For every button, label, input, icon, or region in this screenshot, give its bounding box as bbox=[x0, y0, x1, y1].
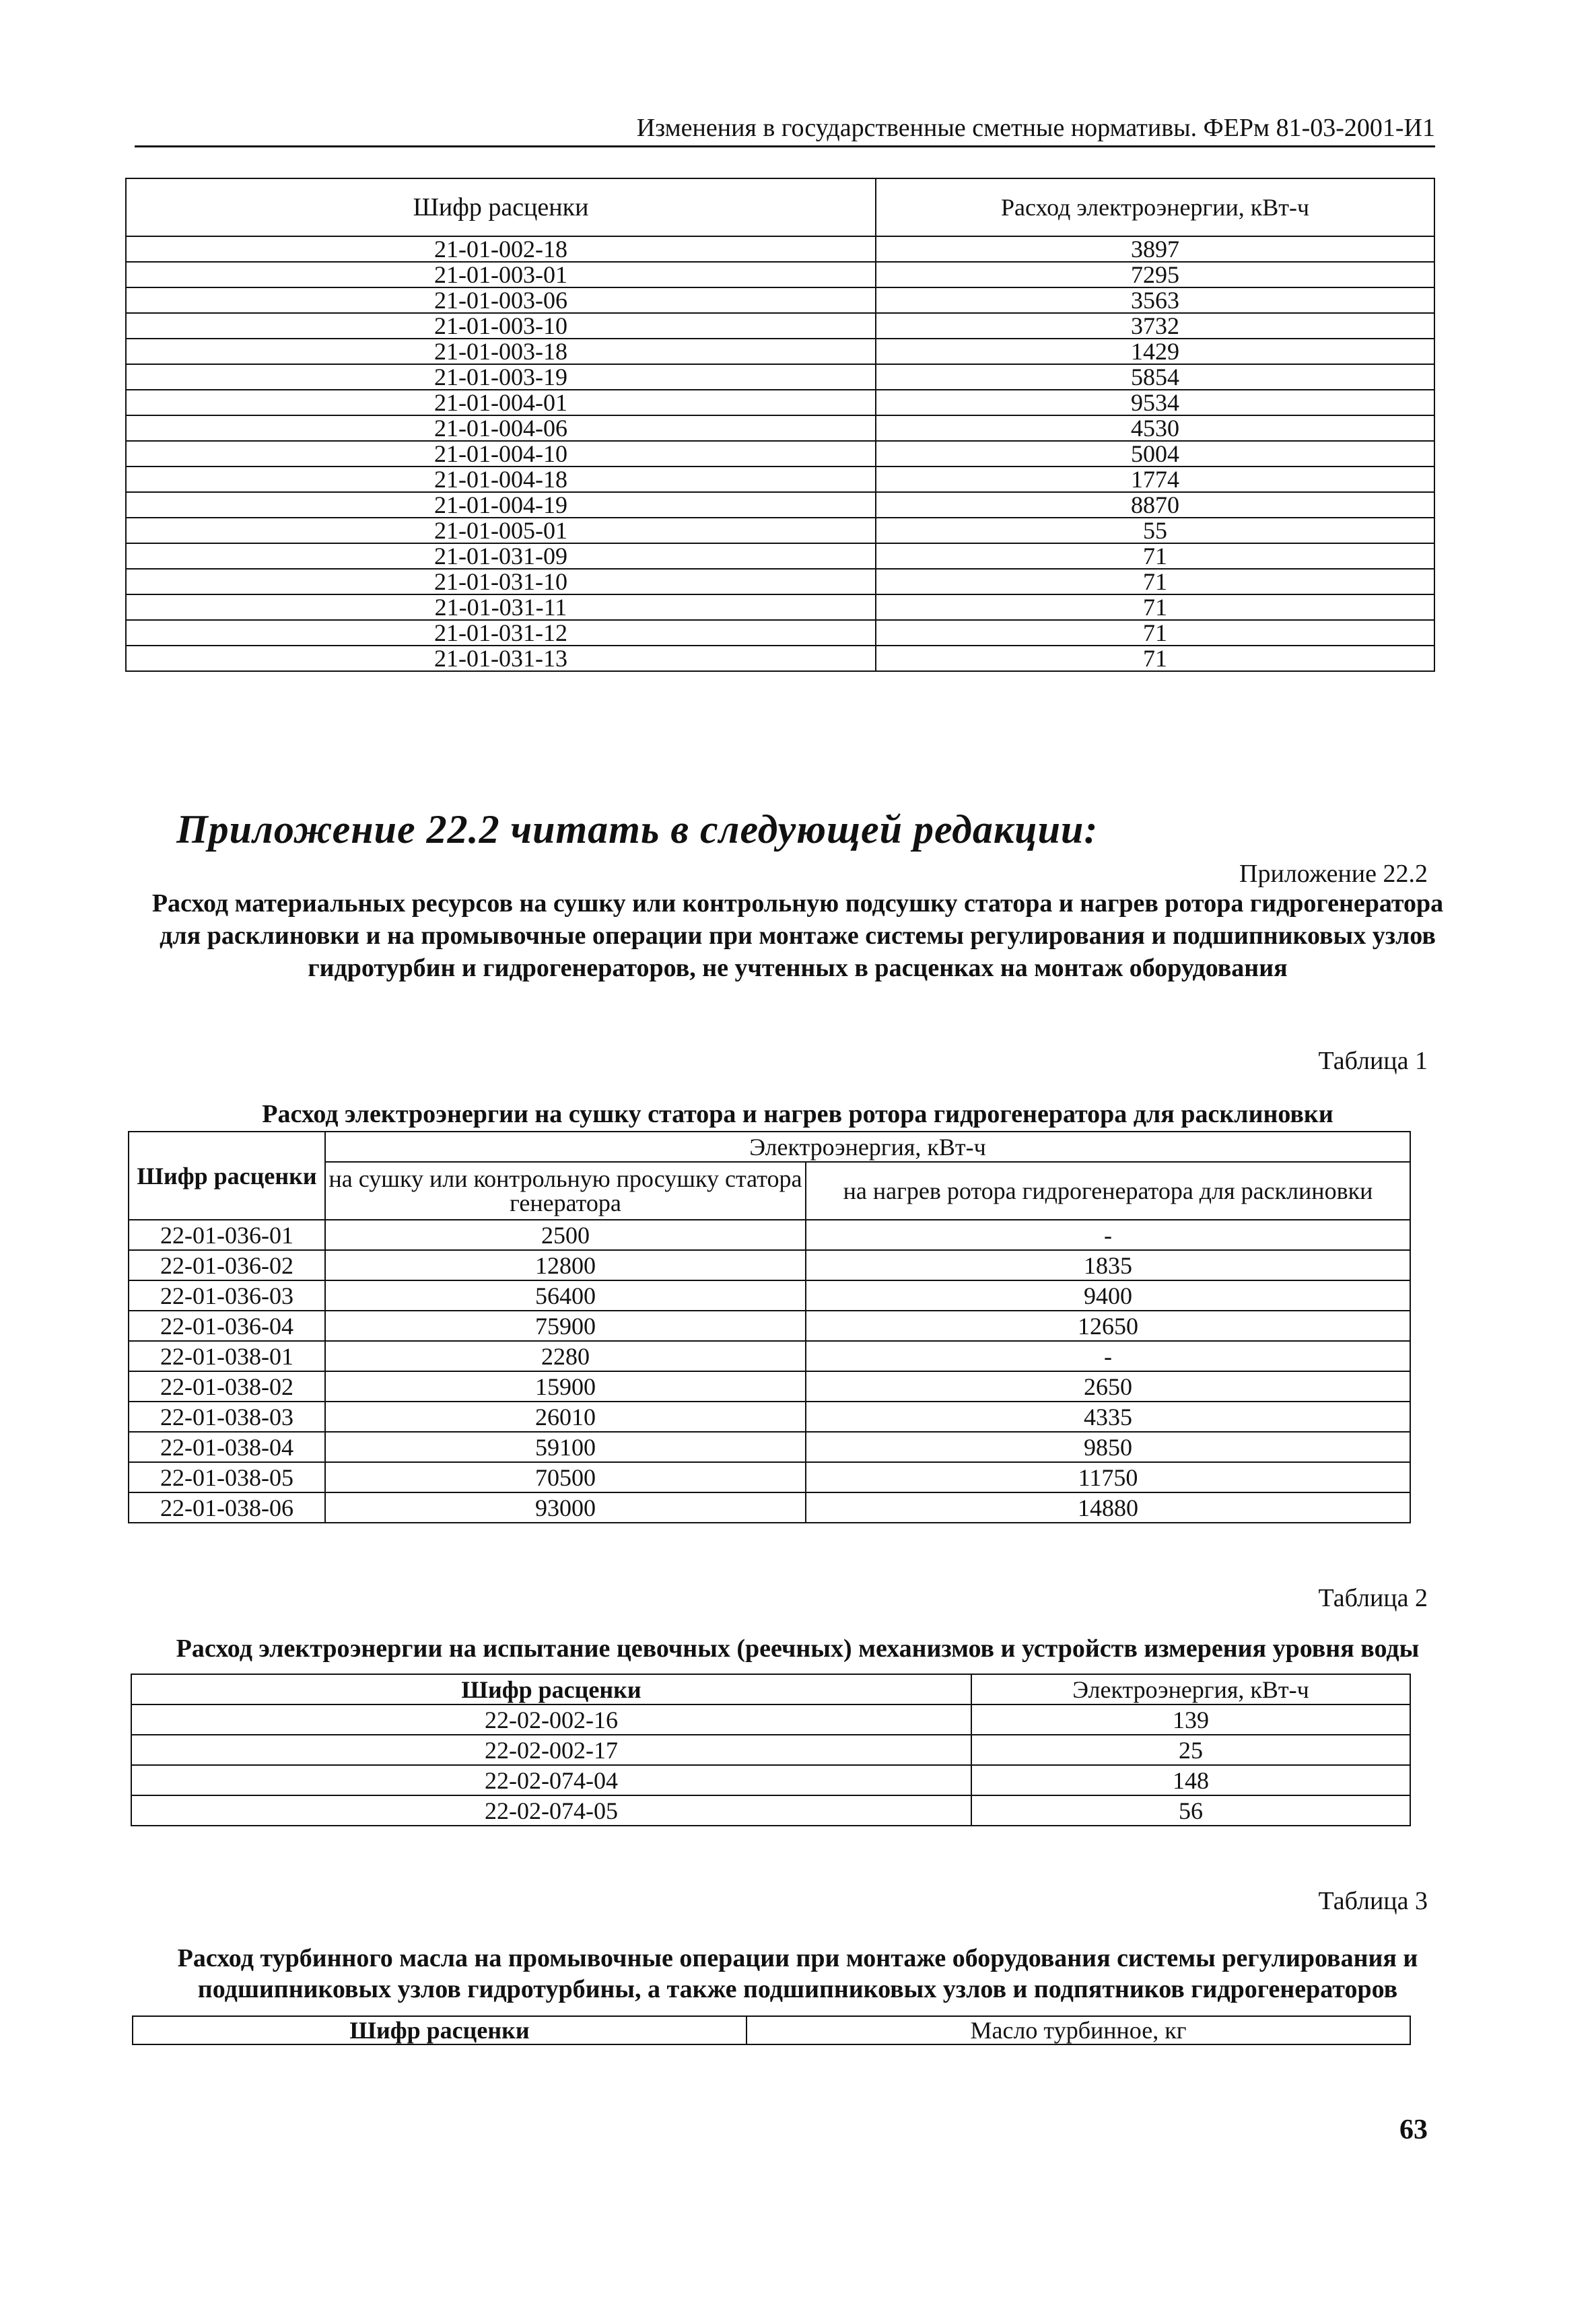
code-cell: 21-01-005-01 bbox=[126, 518, 876, 543]
value-cell: 5004 bbox=[876, 441, 1434, 467]
table-row bbox=[129, 1220, 1410, 1250]
code-cell: 21-01-031-11 bbox=[126, 594, 876, 620]
code-cell: 21-01-002-18 bbox=[126, 236, 876, 262]
table-row bbox=[129, 1492, 1410, 1523]
code-cell: 21-01-003-10 bbox=[126, 313, 876, 339]
value-cell: 3897 bbox=[876, 236, 1434, 262]
value-cell: 56 bbox=[971, 1795, 1410, 1826]
value-cell: 9534 bbox=[876, 390, 1434, 415]
table-row bbox=[131, 1735, 1410, 1765]
value-cell: - bbox=[806, 1220, 1410, 1250]
value-cell: 59100 bbox=[325, 1432, 806, 1462]
code-cell: 21-01-003-06 bbox=[126, 287, 876, 313]
table-row bbox=[129, 1371, 1410, 1402]
value-cell: 4530 bbox=[876, 415, 1434, 441]
code-cell: 22-02-074-05 bbox=[131, 1795, 971, 1826]
value-cell: 71 bbox=[876, 569, 1434, 594]
table-row bbox=[126, 287, 1434, 313]
code-cell: 21-01-031-10 bbox=[126, 569, 876, 594]
table-row bbox=[129, 1432, 1410, 1462]
table-row bbox=[126, 390, 1434, 415]
value-cell: 148 bbox=[971, 1765, 1410, 1795]
code-cell: 22-01-036-04 bbox=[129, 1311, 325, 1341]
code-cell: 22-02-002-17 bbox=[131, 1735, 971, 1765]
table-row bbox=[126, 492, 1434, 518]
code-cell: 22-01-038-02 bbox=[129, 1371, 325, 1402]
code-cell: 22-01-038-03 bbox=[129, 1402, 325, 1432]
table-row bbox=[126, 620, 1434, 646]
value-cell: 9400 bbox=[806, 1280, 1410, 1311]
value-cell: 93000 bbox=[325, 1492, 806, 1523]
table-row bbox=[129, 1402, 1410, 1432]
table-row bbox=[129, 1311, 1410, 1341]
code-cell: 22-01-036-02 bbox=[129, 1250, 325, 1280]
value-cell: 55 bbox=[876, 518, 1434, 543]
value-cell: 7295 bbox=[876, 262, 1434, 287]
value-cell: 25 bbox=[971, 1735, 1410, 1765]
table3-oil bbox=[132, 2015, 1411, 2045]
table-row bbox=[129, 1250, 1410, 1280]
value-cell: 26010 bbox=[325, 1402, 806, 1432]
value-cell: 3563 bbox=[876, 287, 1434, 313]
value-cell: 2500 bbox=[325, 1220, 806, 1250]
table-row bbox=[129, 1280, 1410, 1311]
table-row bbox=[131, 1765, 1410, 1795]
table-row bbox=[126, 364, 1434, 390]
appendix-label: Приложение 22.2 bbox=[1239, 860, 1428, 888]
column-header-energy: Расход электроэнергии, кВт-ч bbox=[876, 178, 1434, 236]
value-cell: 12800 bbox=[325, 1250, 806, 1280]
column-header-code: Шифр расценки bbox=[133, 2016, 747, 2044]
column-header-heating: на нагрев ротора гидрогенератора для расклиновки bbox=[806, 1162, 1410, 1220]
value-cell: 2650 bbox=[806, 1371, 1410, 1402]
value-cell: 71 bbox=[876, 594, 1434, 620]
table-row bbox=[126, 236, 1434, 262]
value-cell: 2280 bbox=[325, 1341, 806, 1371]
code-cell: 22-01-036-03 bbox=[129, 1280, 325, 1311]
code-cell: 21-01-003-18 bbox=[126, 339, 876, 364]
table1-label: Таблица 1 bbox=[1318, 1047, 1428, 1075]
table-header-row bbox=[131, 1674, 1410, 1704]
table-row bbox=[126, 646, 1434, 671]
value-cell: 71 bbox=[876, 646, 1434, 671]
code-cell: 21-01-004-01 bbox=[126, 390, 876, 415]
value-cell: 5854 bbox=[876, 364, 1434, 390]
table-row bbox=[126, 415, 1434, 441]
code-cell: 21-01-003-19 bbox=[126, 364, 876, 390]
value-cell: 14880 bbox=[806, 1492, 1410, 1523]
table-row bbox=[126, 262, 1434, 287]
value-cell: 71 bbox=[876, 543, 1434, 569]
energy-table-21 bbox=[125, 178, 1435, 672]
value-cell: 56400 bbox=[325, 1280, 806, 1311]
table-header-row bbox=[133, 2016, 1410, 2044]
code-cell: 22-01-038-01 bbox=[129, 1341, 325, 1371]
table-row bbox=[126, 569, 1434, 594]
table-header-row bbox=[129, 1132, 1410, 1162]
value-cell: 3732 bbox=[876, 313, 1434, 339]
table-row bbox=[126, 518, 1434, 543]
column-header-drying: на сушку или контрольную просушку статора генератора bbox=[325, 1162, 806, 1220]
code-cell: 21-01-004-18 bbox=[126, 467, 876, 492]
code-cell: 21-01-031-09 bbox=[126, 543, 876, 569]
column-header-code: Шифр расценки bbox=[129, 1132, 325, 1220]
code-cell: 22-02-002-16 bbox=[131, 1704, 971, 1735]
code-cell: 22-02-074-04 bbox=[131, 1765, 971, 1795]
value-cell: 1429 bbox=[876, 339, 1434, 364]
value-cell: 139 bbox=[971, 1704, 1410, 1735]
value-cell: 11750 bbox=[806, 1462, 1410, 1492]
code-cell: 22-01-038-05 bbox=[129, 1462, 325, 1492]
value-cell: 12650 bbox=[806, 1311, 1410, 1341]
code-cell: 21-01-004-06 bbox=[126, 415, 876, 441]
table2-title: Расход электроэнергии на испытание цевочных (реечных) механизмов и устройств измерения уровня воды bbox=[176, 1634, 1420, 1663]
appendix-title: Расход материальных ресурсов на сушку или контрольную подсушку статора и нагрев ротора гидрогенератора для расклиновки и на промывочные операции при монтаже системы регулирования и подшипниковых узлов гидротурбин и гидрогенераторов, не учтенных в расценках на монтаж оборудования bbox=[151, 889, 1444, 982]
table-row bbox=[131, 1704, 1410, 1735]
column-header-group: Электроэнергия, кВт-ч bbox=[325, 1132, 1410, 1162]
value-cell: - bbox=[806, 1341, 1410, 1371]
table-row bbox=[126, 543, 1434, 569]
table-row bbox=[126, 441, 1434, 467]
column-header-energy: Электроэнергия, кВт-ч bbox=[971, 1674, 1410, 1704]
value-cell: 71 bbox=[876, 620, 1434, 646]
value-cell: 8870 bbox=[876, 492, 1434, 518]
table3-title: Расход турбинного масла на промывочные операции при монтаже оборудования системы регулирования и подшипниковых узлов гидротурбины, а также подшипниковых узлов и подпятников гидрогенераторов bbox=[177, 1944, 1418, 2003]
code-cell: 22-01-038-04 bbox=[129, 1432, 325, 1462]
table-header-row bbox=[126, 178, 1434, 236]
code-cell: 21-01-004-19 bbox=[126, 492, 876, 518]
value-cell: 15900 bbox=[325, 1371, 806, 1402]
column-header-code: Шифр расценки bbox=[131, 1674, 971, 1704]
value-cell: 75900 bbox=[325, 1311, 806, 1341]
value-cell: 9850 bbox=[806, 1432, 1410, 1462]
table1-title: Расход электроэнергии на сушку статора и нагрев ротора гидрогенератора для расклиновки bbox=[262, 1100, 1333, 1128]
table-row bbox=[129, 1341, 1410, 1371]
code-cell: 21-01-031-12 bbox=[126, 620, 876, 646]
table-row bbox=[126, 467, 1434, 492]
running-header: Изменения в государственные сметные нормативы. ФЕРм 81-03-2001-И1 bbox=[135, 113, 1435, 147]
table2-testing bbox=[131, 1674, 1411, 1826]
table1-drying bbox=[128, 1131, 1411, 1523]
code-cell: 22-01-038-06 bbox=[129, 1492, 325, 1523]
code-cell: 21-01-003-01 bbox=[126, 262, 876, 287]
column-header-oil: Масло турбинное, кг bbox=[747, 2016, 1410, 2044]
code-cell: 22-01-036-01 bbox=[129, 1220, 325, 1250]
code-cell: 21-01-004-10 bbox=[126, 441, 876, 467]
table3-label: Таблица 3 bbox=[1318, 1887, 1428, 1915]
table2-label: Таблица 2 bbox=[1318, 1584, 1428, 1612]
column-header-code: Шифр расценки bbox=[126, 178, 876, 236]
value-cell: 4335 bbox=[806, 1402, 1410, 1432]
code-cell: 21-01-031-13 bbox=[126, 646, 876, 671]
table-row bbox=[129, 1462, 1410, 1492]
value-cell: 1835 bbox=[806, 1250, 1410, 1280]
page-number: 63 bbox=[1399, 2114, 1428, 2145]
table-row bbox=[131, 1795, 1410, 1826]
table-row bbox=[126, 339, 1434, 364]
table-row bbox=[126, 594, 1434, 620]
table-row bbox=[126, 313, 1434, 339]
value-cell: 1774 bbox=[876, 467, 1434, 492]
value-cell: 70500 bbox=[325, 1462, 806, 1492]
appendix-heading: Приложение 22.2 читать в следующей редакции: bbox=[176, 807, 1099, 852]
